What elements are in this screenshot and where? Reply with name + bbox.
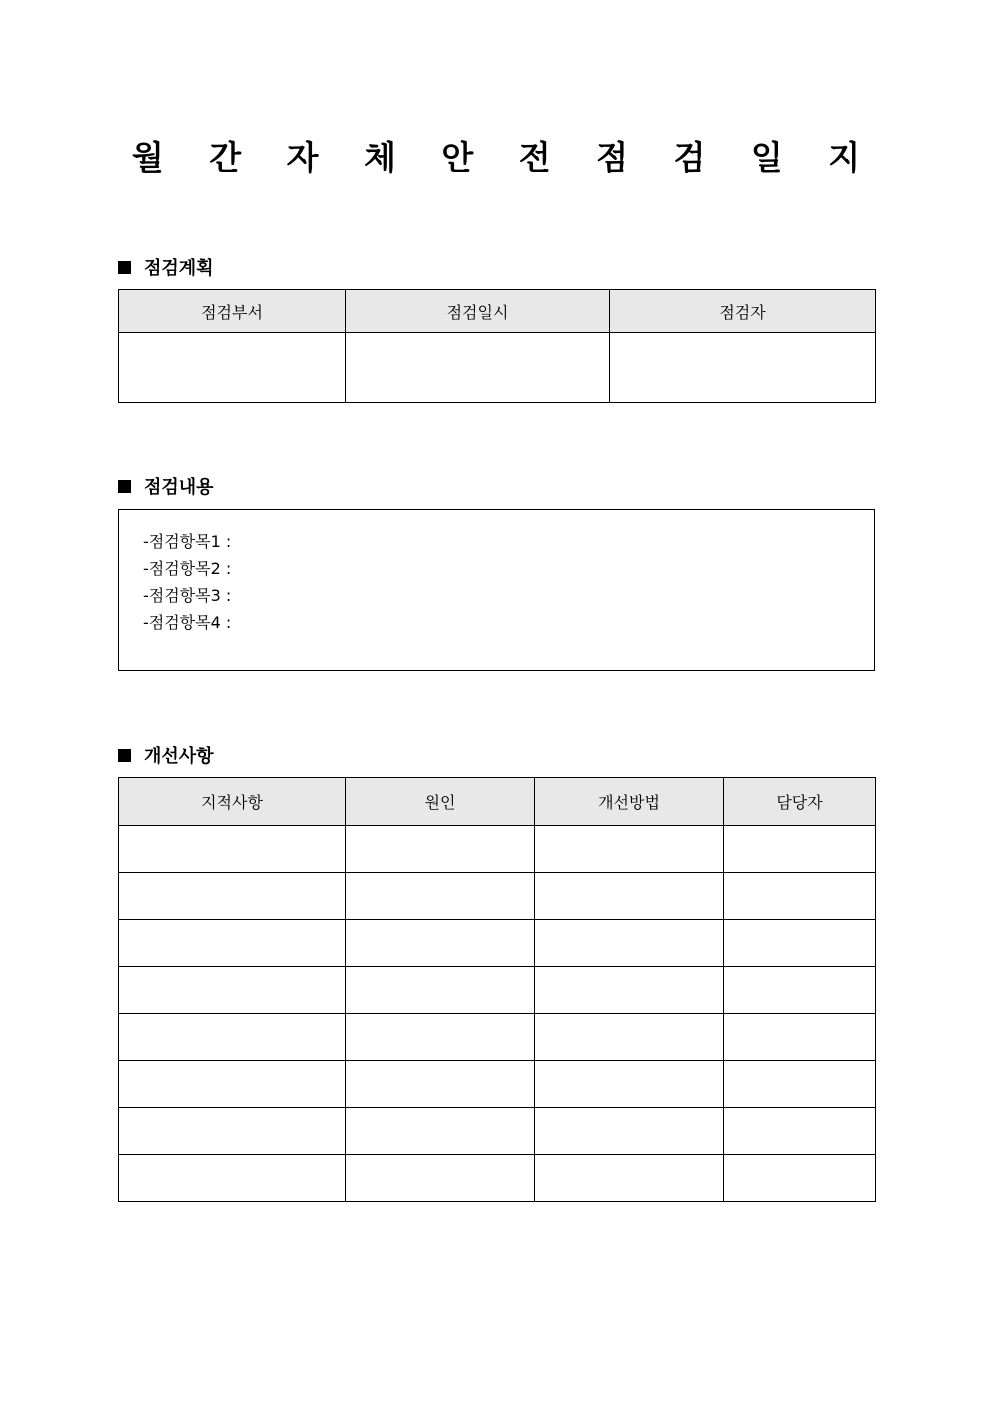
table-row (119, 1014, 876, 1061)
section-heading-content (118, 473, 214, 499)
findings-cell[interactable] (119, 826, 346, 873)
findings-cell[interactable] (119, 967, 346, 1014)
square-bullet-icon (118, 480, 131, 493)
cause-cell[interactable] (346, 920, 535, 967)
table-row (119, 967, 876, 1014)
inspection-content-box[interactable] (118, 509, 875, 671)
findings-cell[interactable] (119, 1155, 346, 1202)
table-row (119, 873, 876, 920)
findings-cell[interactable] (119, 920, 346, 967)
cause-cell[interactable] (346, 1108, 535, 1155)
improvement-header-method: 개선방법 (535, 778, 724, 826)
section-heading-content-label: 점검내용 (144, 477, 214, 498)
improvement-header-cause: 원인 (346, 778, 535, 826)
method-cell[interactable] (535, 1014, 724, 1061)
owner-cell[interactable] (724, 1061, 876, 1108)
square-bullet-icon (118, 261, 131, 274)
table-row (119, 826, 876, 873)
section-heading-improvement (118, 742, 214, 768)
inspection-item: -점검항목2 : (143, 559, 232, 578)
improvement-header-owner: 담당자 (724, 778, 876, 826)
method-cell[interactable] (535, 1155, 724, 1202)
method-cell[interactable] (535, 920, 724, 967)
improvement-header-findings: 지적사항 (119, 778, 346, 826)
method-cell[interactable] (535, 873, 724, 920)
findings-cell[interactable] (119, 1014, 346, 1061)
cause-cell[interactable] (346, 873, 535, 920)
method-cell[interactable] (535, 967, 724, 1014)
inspection-item: -점검항목3 : (143, 586, 232, 605)
owner-cell[interactable] (724, 826, 876, 873)
inspection-item: -점검항목1 : (143, 532, 232, 551)
cause-cell[interactable] (346, 967, 535, 1014)
owner-cell[interactable] (724, 1155, 876, 1202)
table-row (119, 1155, 876, 1202)
plan-cell-department[interactable] (119, 333, 346, 403)
cause-cell[interactable] (346, 1014, 535, 1061)
document-title: 월 간 자 체 안 전 점 검 일 지 (131, 138, 878, 177)
method-cell[interactable] (535, 1108, 724, 1155)
method-cell[interactable] (535, 826, 724, 873)
owner-cell[interactable] (724, 1108, 876, 1155)
cause-cell[interactable] (346, 1061, 535, 1108)
section-heading-plan-label: 점검계획 (144, 258, 214, 279)
plan-header-inspector: 점검자 (610, 290, 876, 333)
cause-cell[interactable] (346, 1155, 535, 1202)
owner-cell[interactable] (724, 967, 876, 1014)
owner-cell[interactable] (724, 873, 876, 920)
findings-cell[interactable] (119, 873, 346, 920)
plan-cell-inspector[interactable] (610, 333, 876, 403)
square-bullet-icon (118, 749, 131, 762)
owner-cell[interactable] (724, 1014, 876, 1061)
findings-cell[interactable] (119, 1061, 346, 1108)
table-row (119, 920, 876, 967)
improvement-table (118, 777, 876, 1202)
cause-cell[interactable] (346, 826, 535, 873)
section-heading-plan (118, 254, 214, 280)
plan-table (118, 289, 876, 403)
table-row (119, 1108, 876, 1155)
section-heading-improvement-label: 개선사항 (144, 746, 214, 767)
inspection-item: -점검항목4 : (143, 613, 232, 632)
plan-header-datetime: 점검일시 (346, 290, 610, 333)
method-cell[interactable] (535, 1061, 724, 1108)
plan-cell-datetime[interactable] (346, 333, 610, 403)
owner-cell[interactable] (724, 920, 876, 967)
findings-cell[interactable] (119, 1108, 346, 1155)
plan-header-department: 점검부서 (119, 290, 346, 333)
table-row (119, 1061, 876, 1108)
